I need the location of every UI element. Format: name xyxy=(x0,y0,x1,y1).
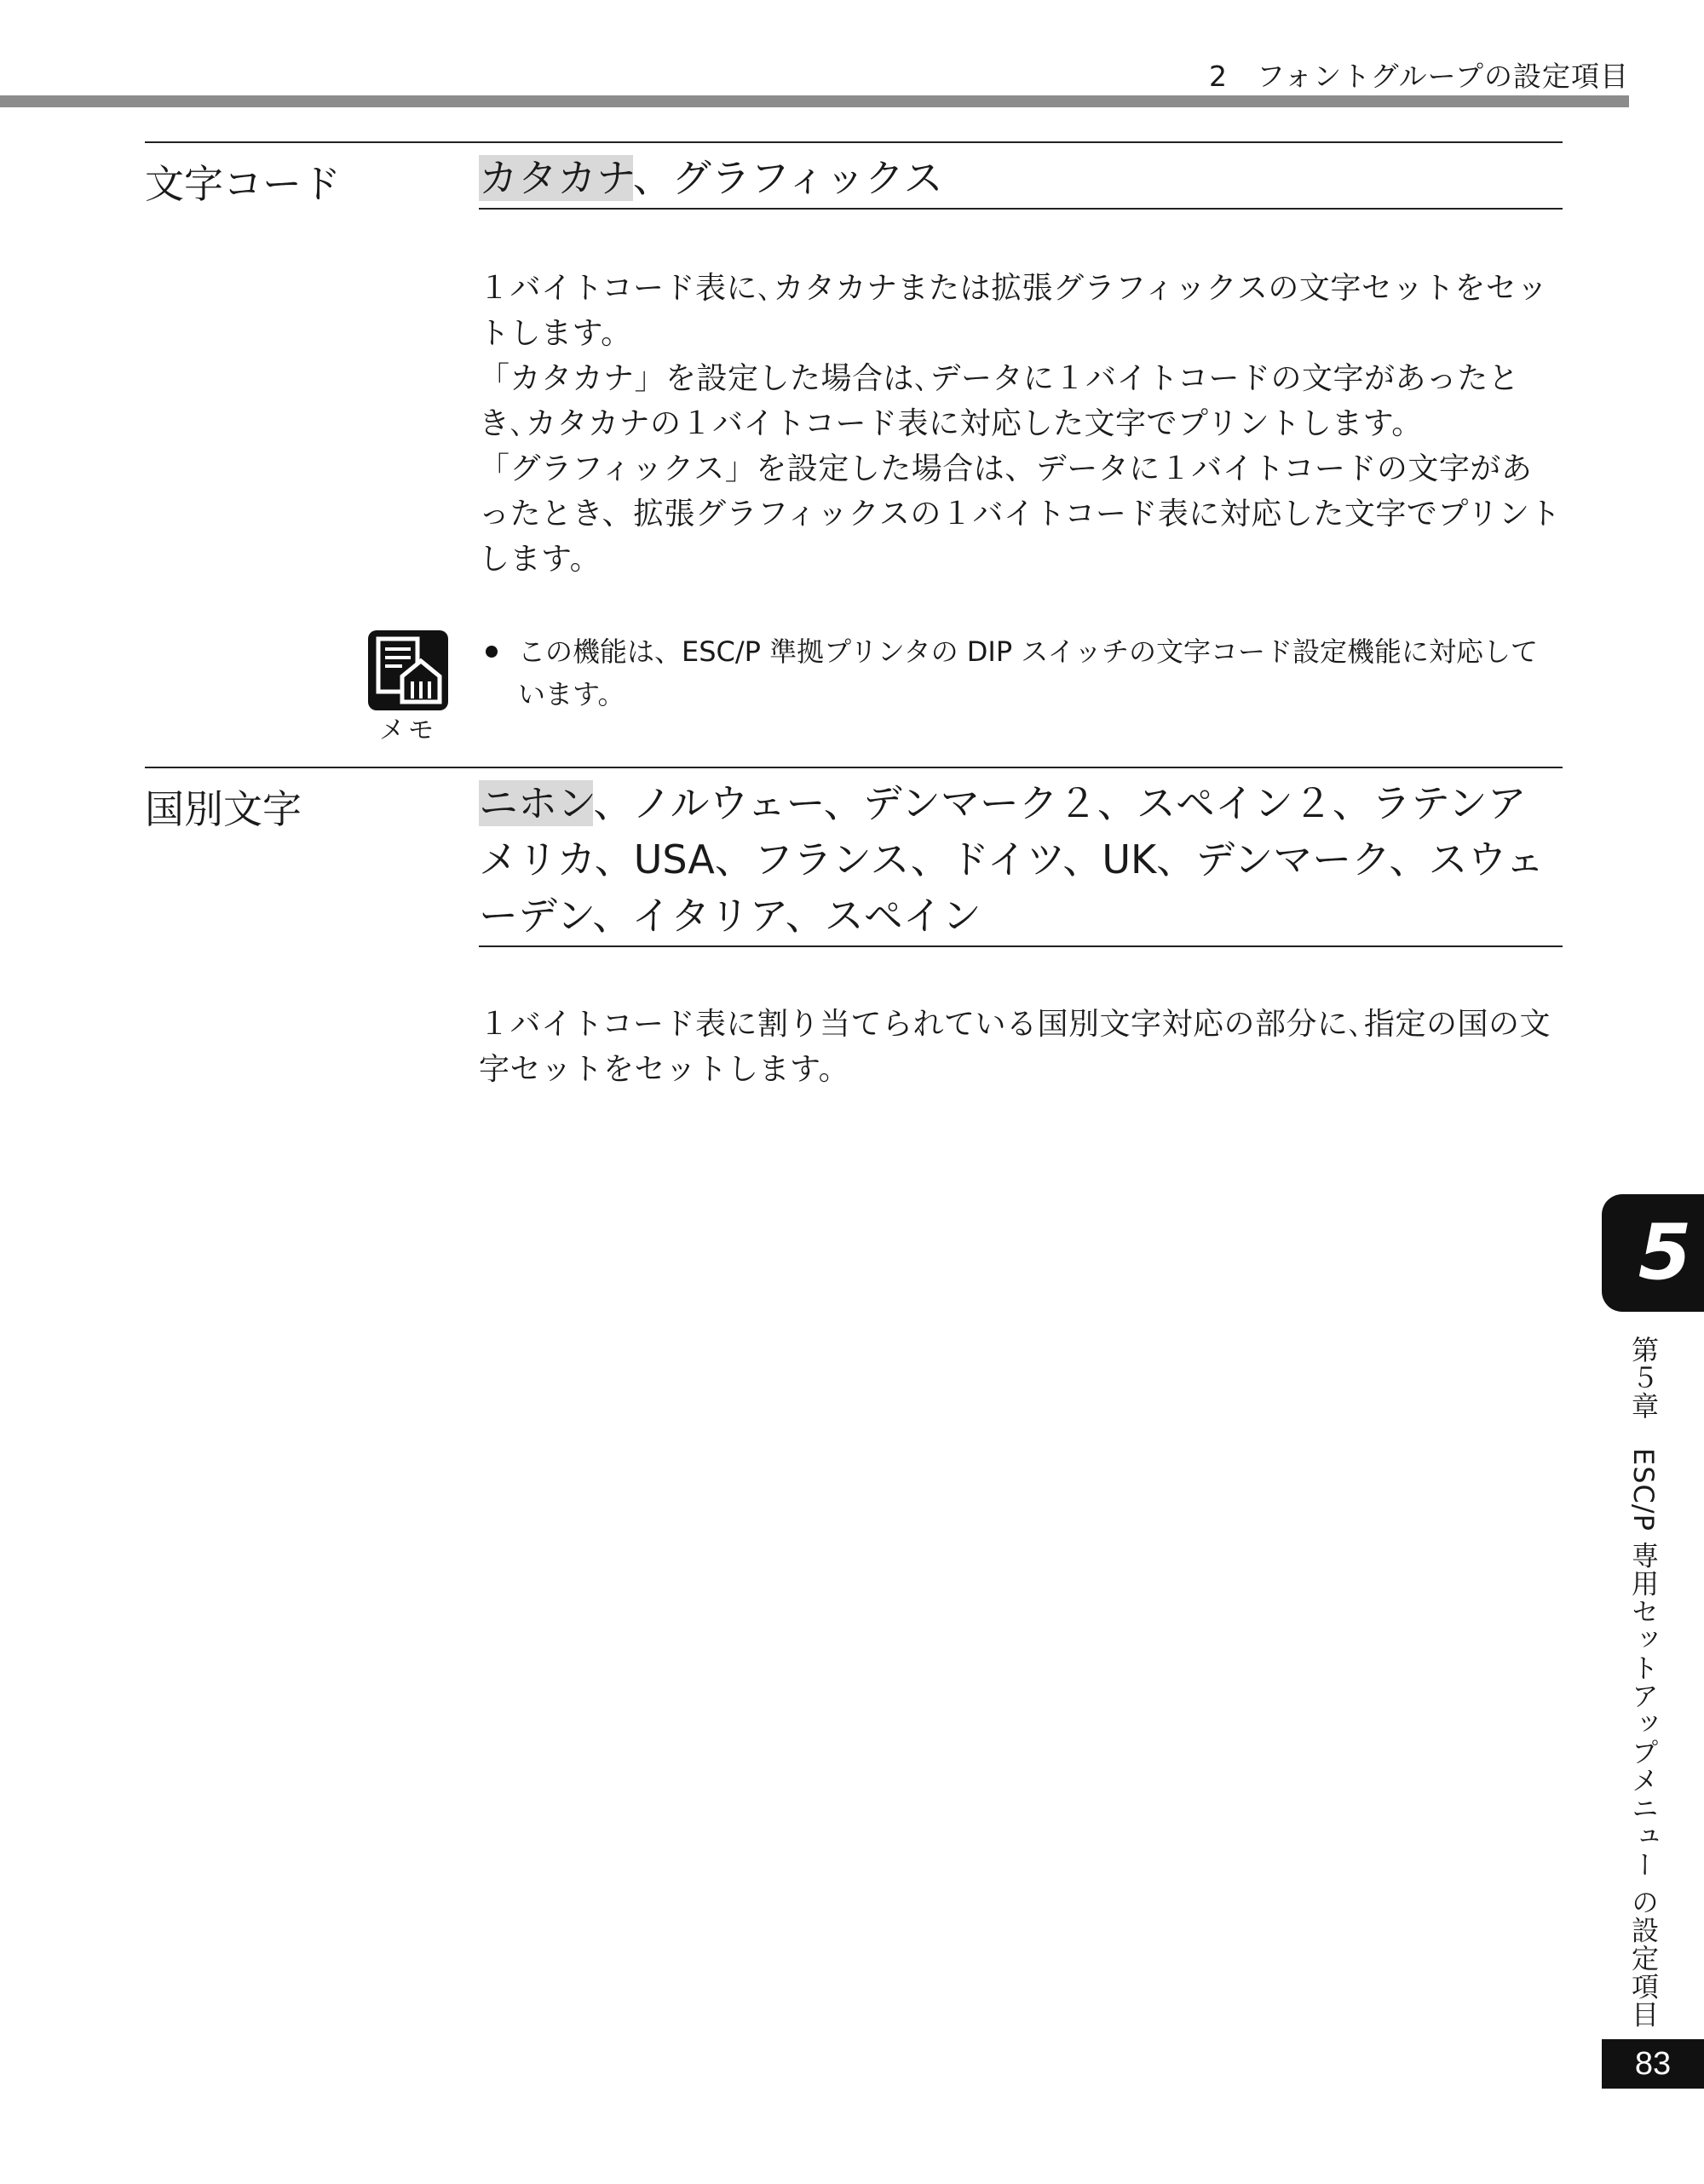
term-moji-code: 文字コード xyxy=(145,161,341,207)
memo-list xyxy=(484,630,1563,716)
values-kokubetsu-moji xyxy=(479,775,1563,944)
values-bottom-rule xyxy=(479,945,1563,947)
chapter-tab: 5 xyxy=(1602,1194,1704,1312)
paragraph: １バイトコード表に割り当てられている国別文字対応の部分に､指定の国の文字セットをセットします。 xyxy=(479,1007,1551,1087)
paragraph: １バイトコード表に､カタカナまたは拡張グラフィックスの文字セットをセットします。 xyxy=(479,271,1548,351)
memo-item: この機能は、ESC/P 準拠プリンタの DIP スイッチの文字コード設定機能に対応しています。 xyxy=(484,630,1563,716)
description-moji-code xyxy=(479,266,1563,582)
paragraph: 「グラフィックス」を設定した場合は、データに１バイトコードの文字があったとき、拡張グラフィックスの１バイトコード表に対応した文字でプリントします。 xyxy=(479,451,1561,577)
header-bar xyxy=(0,95,1629,107)
paragraph: 「カタカナ」を設定した場合は､データに１バイトコードの文字があったとき､カタカナの１バイトコード表に対応した文字でプリントします。 xyxy=(479,361,1520,441)
other-values: 、グラフィックス xyxy=(632,155,943,201)
page-number: 83 xyxy=(1602,2039,1704,2089)
values-bottom-rule xyxy=(479,208,1563,210)
memo-icon-glyph xyxy=(368,630,448,710)
memo-icon xyxy=(368,630,448,710)
default-value: カタカナ xyxy=(479,155,633,201)
running-header: 2 フォントグループの設定項目 xyxy=(1208,60,1629,93)
default-value: ニホン xyxy=(479,780,594,826)
description-kokubetsu-moji xyxy=(479,1002,1563,1092)
section-top-rule xyxy=(145,767,1563,768)
chapter-side-label: 第５章 ESC/P 専用セットアップメニュー の設定項目 xyxy=(1627,1336,1660,2029)
other-values: 、ノルウェー、デンマーク２、スペイン２、ラテンアメリカ、USA、フランス、ドイツ、UK、デンマーク、スウェーデン、イタリア、スペイン xyxy=(479,780,1545,939)
section-top-rule xyxy=(145,141,1563,143)
memo-label: メモ xyxy=(379,716,437,745)
term-kokubetsu-moji: 国別文字 xyxy=(145,786,302,832)
values-moji-code xyxy=(479,150,1563,206)
